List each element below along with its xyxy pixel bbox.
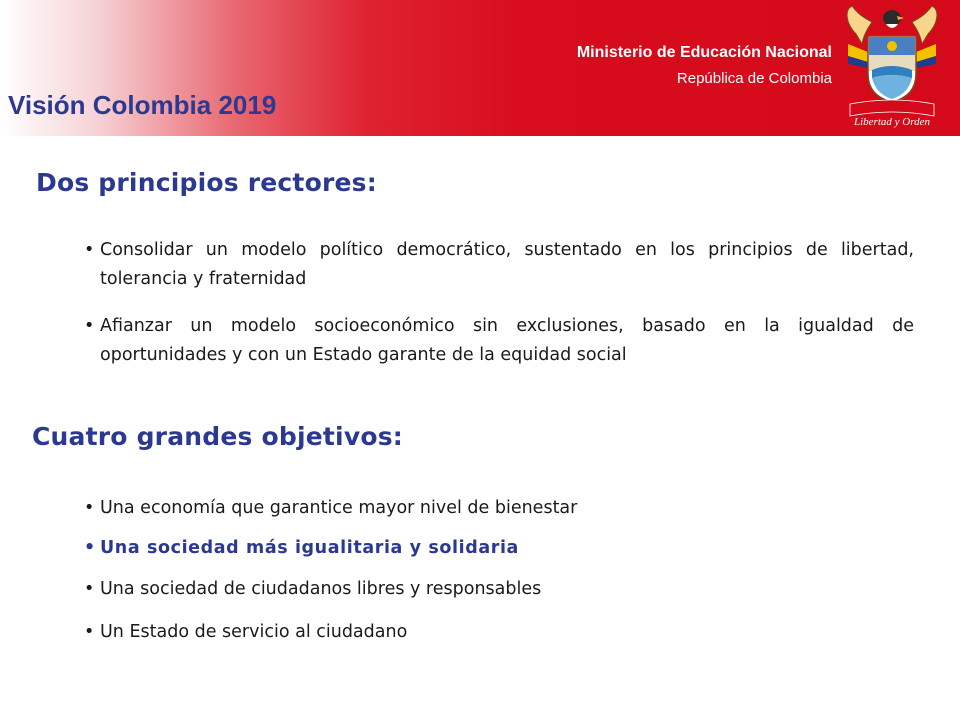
list-item: • Afianzar un modelo socioeconómico sin exclusiones, basado en la igualdad de oportunidades y con un Estado garante de la equidad social	[84, 312, 914, 370]
coat-of-arms-icon	[842, 4, 942, 132]
list-item: • Una economía que garantice mayor nivel de bienestar	[84, 494, 914, 523]
objectives-list	[84, 494, 914, 647]
objectives-heading: Cuatro grandes objetivos:	[32, 422, 403, 451]
coat-of-arms-motto: Libertad y Orden	[854, 116, 930, 128]
principles-heading: Dos principios rectores:	[36, 168, 377, 197]
ministry-country: República de Colombia	[676, 70, 832, 87]
principles-list	[84, 236, 914, 370]
ministry-name: Ministerio de Educación Nacional	[576, 44, 832, 61]
list-item: • Consolidar un modelo político democrático, sustentado en los principios de libertad, tolerancia y fraternidad	[84, 236, 914, 294]
list-item-highlighted: • Una sociedad más igualitaria y solidaria	[84, 534, 914, 563]
page-title: Visión Colombia 2019	[8, 90, 277, 120]
list-item: • Una sociedad de ciudadanos libres y responsables	[84, 575, 914, 604]
list-item: • Un Estado de servicio al ciudadano	[84, 618, 914, 647]
